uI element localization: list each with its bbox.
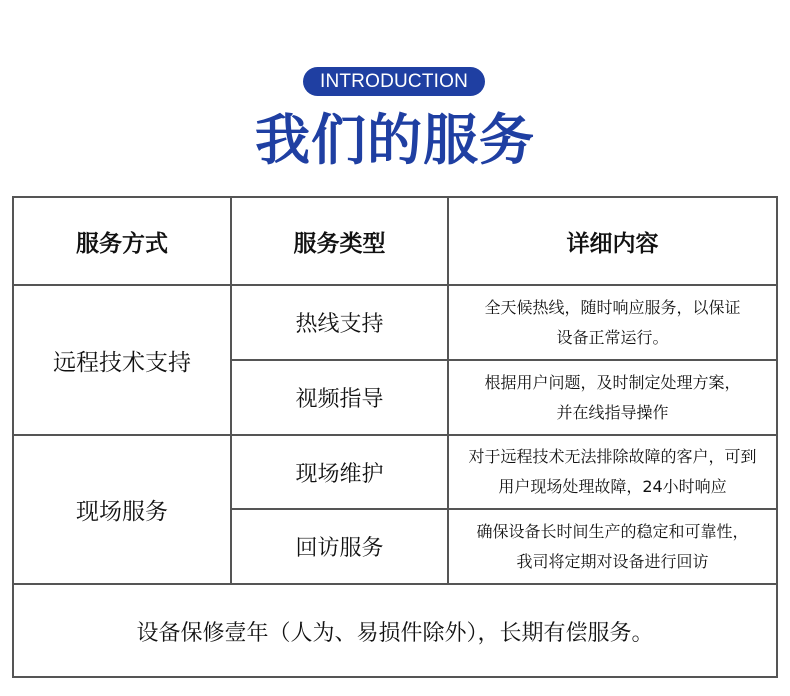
method-onsite-service: 现场服务 bbox=[76, 499, 168, 525]
method-remote-support: 远程技术支持 bbox=[53, 349, 191, 376]
header-service-type: 服务类型 bbox=[293, 230, 386, 257]
page-title: 我们的服务 bbox=[254, 108, 535, 172]
detail-video-line-2: 并在线指导操作 bbox=[556, 402, 669, 422]
warranty-footer: 设备保修壹年（人为、易损件除外），长期有偿服务。 bbox=[136, 621, 654, 646]
service-table bbox=[12, 196, 778, 678]
type-follow-up-service: 回访服务 bbox=[295, 536, 384, 561]
detail-video-guidance bbox=[449, 361, 776, 434]
detail-hotline-line-1: 全天候热线，随时响应服务，以保证 bbox=[484, 297, 741, 317]
detail-followup-line-2: 我司将定期对设备进行回访 bbox=[516, 551, 709, 571]
detail-maintenance-line-2: 用户现场处理故障，24小时响应 bbox=[498, 477, 727, 496]
detail-onsite-maintenance bbox=[449, 436, 776, 508]
header-service-method: 服务方式 bbox=[76, 230, 168, 257]
detail-hotline-line-2: 设备正常运行。 bbox=[556, 327, 669, 347]
detail-follow-up-service bbox=[449, 510, 776, 583]
type-onsite-maintenance: 现场维护 bbox=[295, 461, 384, 487]
type-video-guidance: 视频指导 bbox=[295, 387, 384, 412]
detail-hotline-support bbox=[449, 286, 776, 359]
detail-followup-line-1: 确保设备长时间生产的稳定和可靠性， bbox=[476, 521, 749, 541]
introduction-badge: INTRODUCTION bbox=[303, 67, 485, 96]
header-detail: 详细内容 bbox=[566, 230, 659, 257]
detail-video-line-1: 根据用户问题，及时制定处理方案， bbox=[484, 372, 741, 392]
type-hotline-support: 热线支持 bbox=[295, 312, 384, 337]
detail-maintenance-line-1: 对于远程技术无法排除故障的客户，可到 bbox=[468, 447, 757, 466]
